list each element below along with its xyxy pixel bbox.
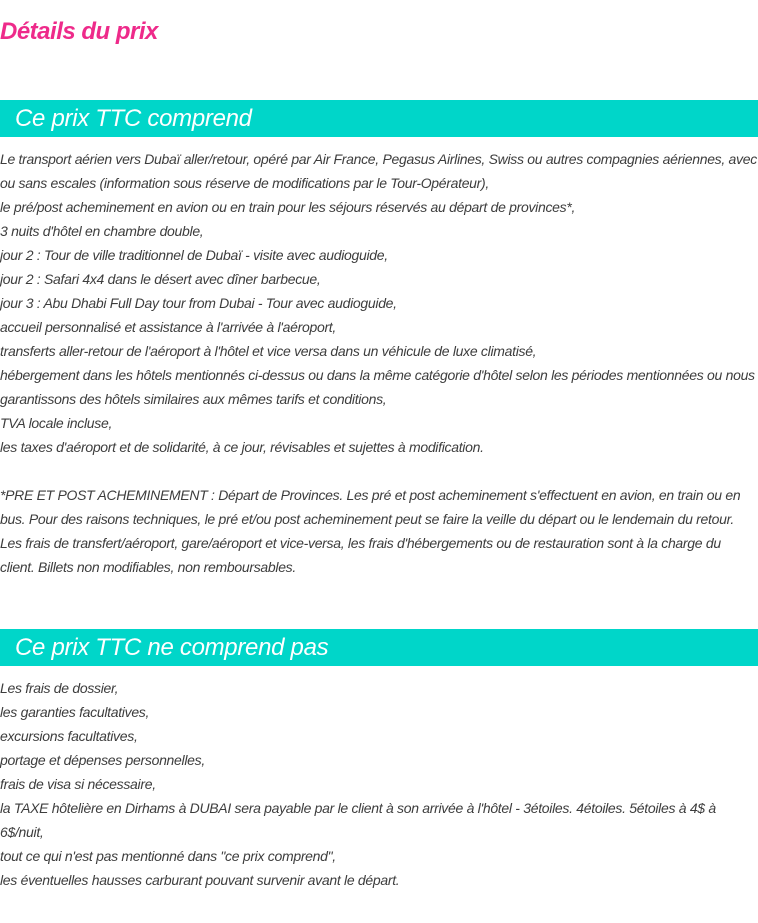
list-item: excursions facultatives, (0, 728, 138, 744)
includes-heading: Ce prix TTC comprend (0, 100, 758, 137)
acheminement-footnote: *PRE ET POST ACHEMINEMENT : Départ de Provinces. Les pré et post acheminement s'effectuent en avion, en train ou en bus. Pour des raisons techniques, le pré et/ou post acheminement peut se faire la veille du départ ou le lendemain du retour. Les frais de transfert/aéroport, gare/aéroport et vice-versa, les frais d'hébergements ou de restauration sont à la charge du client. Billets non modifiables, non remboursables. (0, 487, 741, 575)
excludes-list (0, 676, 758, 892)
list-item: 3 nuits d'hôtel en chambre double, (0, 223, 204, 239)
includes-list (0, 147, 758, 459)
page-title: Détails du prix (0, 18, 158, 45)
list-item: TVA locale incluse, (0, 415, 113, 431)
list-item: jour 3 : Abu Dhabi Full Day tour from Dubai - Tour avec audioguide, (0, 295, 397, 311)
list-item: frais de visa si nécessaire, (0, 776, 156, 792)
list-item: transferts aller-retour de l'aéroport à l'hôtel et vice versa dans un véhicule de luxe climatisé, (0, 343, 537, 359)
list-item: Les frais de dossier, (0, 680, 119, 696)
list-item: le pré/post acheminement en avion ou en train pour les séjours réservés au départ de provinces*, (0, 199, 576, 215)
list-item: Le transport aérien vers Dubaï aller/retour, opéré par Air France, Pegasus Airlines, Swiss ou autres compagnies aériennes, avec ou sans escales (information sous réserve de modifications par le Tour-Opérateur), (0, 151, 757, 191)
list-item: hébergement dans les hôtels mentionnés ci-dessus ou dans la même catégorie d'hôtel selon les périodes mentionnées ou nous garantissons des hôtels similaires aux mêmes tarifs et conditions, (0, 367, 755, 407)
list-item: les taxes d'aéroport et de solidarité, à ce jour, révisables et sujettes à modification. (0, 439, 484, 455)
list-item: portage et dépenses personnelles, (0, 752, 205, 768)
list-item: les garanties facultatives, (0, 704, 150, 720)
list-item: les éventuelles hausses carburant pouvant survenir avant le départ. (0, 872, 400, 888)
list-item: accueil personnalisé et assistance à l'arrivée à l'aéroport, (0, 319, 336, 335)
list-item: jour 2 : Safari 4x4 dans le désert avec dîner barbecue, (0, 271, 321, 287)
list-item: jour 2 : Tour de ville traditionnel de Dubaï - visite avec audioguide, (0, 247, 388, 263)
list-item: la TAXE hôtelière en Dirhams à DUBAI sera payable par le client à son arrivée à l'hôtel - 3étoiles. 4étoiles. 5étoiles à 4$ à 6$/nuit, (0, 800, 716, 840)
list-item: tout ce qui n'est pas mentionné dans "ce prix comprend", (0, 848, 336, 864)
excludes-heading: Ce prix TTC ne comprend pas (0, 629, 758, 666)
